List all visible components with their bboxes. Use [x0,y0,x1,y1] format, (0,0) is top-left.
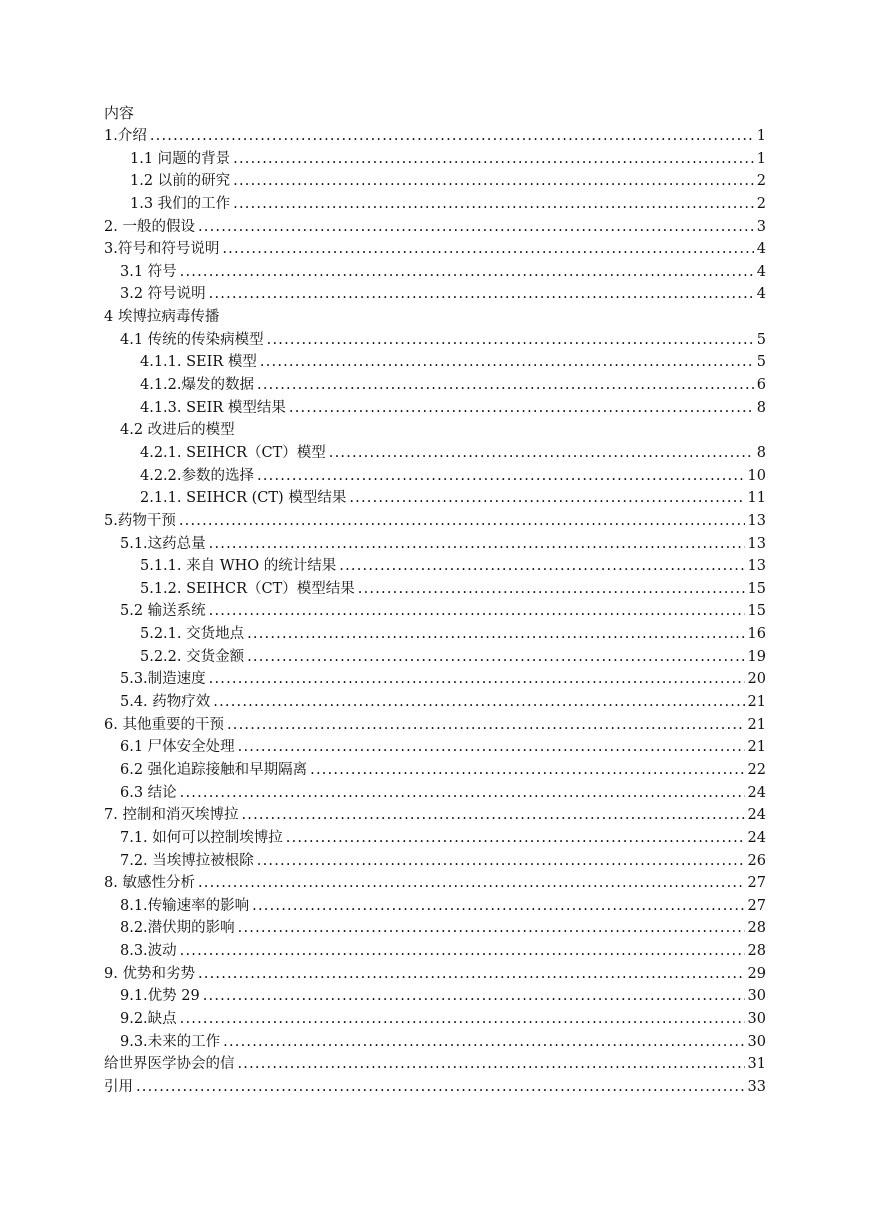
toc-entry-label: 引用 [104,1078,133,1095]
toc-entry-page: 15 [747,603,766,620]
toc-entry[interactable] [104,148,766,171]
toc-entry[interactable] [104,1031,766,1054]
toc-leader-dots [252,895,744,918]
toc-entry-page: 8 [756,399,766,416]
toc-entry[interactable] [104,216,766,239]
toc-leader-dots [233,148,754,171]
toc-leader-dots [223,1031,744,1054]
toc-entry-label: 5.2 输送系统 [120,603,206,620]
toc-entry-label: 1.2 以前的研究 [130,173,231,190]
toc-entry[interactable] [104,170,766,193]
toc-entry-page: 28 [747,943,766,960]
toc-entry-page: 2 [756,195,766,212]
toc-leader-dots [209,600,745,623]
toc-entry[interactable] [104,963,766,986]
toc-entry-label: 7.1. 如何可以控制埃博拉 [120,829,283,846]
toc-leader-dots [136,1076,745,1099]
toc-title: 内容 [104,104,135,122]
toc-leader-dots [213,691,744,714]
toc-leader-dots [198,963,745,986]
toc-entry[interactable] [104,374,766,397]
toc-entry[interactable] [104,578,766,601]
toc-entry[interactable] [104,668,766,691]
toc-entry[interactable] [104,351,766,374]
toc-entry[interactable] [104,1008,766,1031]
toc-entry-label: 6.2 强化追踪接触和早期隔离 [120,761,308,778]
toc-entry-page: 27 [747,875,766,892]
toc-entry-page: 8 [756,444,766,461]
toc-entry-page: 29 [747,965,766,982]
toc-entry[interactable] [104,261,766,284]
toc-leader-dots [257,374,754,397]
toc-entry[interactable] [104,985,766,1008]
toc-entry-label: 6.3 结论 [120,784,177,801]
toc-entry-label: 4.1.2.爆发的数据 [140,377,255,394]
toc-entry[interactable] [104,125,766,148]
toc-entry-page: 26 [747,852,766,869]
toc-leader-dots [180,1008,745,1031]
toc-entry-page: 4 [756,241,766,258]
toc-leader-dots [180,940,745,963]
toc-entry-page: 4 [756,286,766,303]
toc-entry[interactable] [104,533,766,556]
toc-leader-dots [233,193,754,216]
toc-entry-label: 给世界医学协会的信 [104,1056,235,1073]
toc-entry[interactable] [104,872,766,895]
toc-leader-dots [180,261,754,284]
toc-leader-dots [247,646,744,669]
toc-entry-label: 5.2.2. 交货金额 [140,648,245,665]
toc-entry-label: 4.1 传统的传染病模型 [120,331,264,348]
toc-leader-dots [238,736,745,759]
toc-entry-label: 4.2.1. SEIHCR（CT）模型 [140,444,326,461]
toc-entry-label: 4.1.1. SEIR 模型 [140,354,257,371]
table-of-contents [104,102,766,1099]
toc-entry-label: 3.1 符号 [120,263,177,280]
toc-leader-dots [209,533,745,556]
toc-entry-label: 7. 控制和消灭埃博拉 [104,807,239,824]
toc-entry-page: 27 [747,897,766,914]
toc-entry-page: 1 [756,150,766,167]
toc-entry-label: 6. 其他重要的干预 [104,716,224,733]
toc-entry-label: 8. 敏感性分析 [104,875,195,892]
toc-entry-label: 5.1.1. 来自 WHO 的统计结果 [140,558,337,575]
toc-entry[interactable] [104,397,766,420]
toc-entry-page: 24 [747,829,766,846]
toc-leader-dots [286,827,745,850]
toc-entry-page: 11 [747,490,766,507]
toc-entry[interactable] [104,759,766,782]
toc-entry-page: 33 [747,1078,766,1095]
toc-entry[interactable] [104,646,766,669]
toc-entry-label: 9.2.缺点 [120,1010,177,1027]
toc-entry-page: 21 [747,716,766,733]
toc-entry-page: 6 [756,377,766,394]
toc-entry-page: 30 [747,1010,766,1027]
toc-entry-label: 5.药物干预 [104,512,176,529]
toc-entry-label: 8.3.波动 [120,943,177,960]
toc-entry-label: 2. 一般的假设 [104,218,195,235]
toc-entry-label: 4 埃博拉病毒传播 [104,309,220,326]
toc-entry-page: 5 [756,354,766,371]
toc-leader-dots [247,623,744,646]
toc-entry-label: 4.2.2.参数的选择 [140,467,255,484]
toc-entry-label: 4.2 改进后的模型 [120,422,235,439]
toc-leader-dots [222,238,753,261]
toc-leader-dots [198,872,745,895]
toc-entry[interactable] [104,600,766,623]
toc-entry[interactable] [104,555,766,578]
toc-entry[interactable] [104,283,766,306]
toc-entry-label: 3.2 符号说明 [120,286,206,303]
toc-entry-label: 9.3.未来的工作 [120,1033,221,1050]
toc-entry-label: 1.1 问题的背景 [130,150,231,167]
toc-entry-page: 20 [747,671,766,688]
toc-entry-label: 1.介绍 [104,128,147,144]
toc-leader-dots [179,510,745,533]
toc-entry-label: 8.2.潜伏期的影响 [120,920,235,937]
toc-leader-dots [260,351,754,374]
toc-entry-label: 5.4. 药物疗效 [120,694,211,711]
toc-entry[interactable] [104,714,766,737]
toc-leader-dots [267,329,754,352]
toc-entry-page: 1 [756,128,766,144]
toc-entry[interactable] [104,419,766,442]
toc-entry-label: 6.1 尸体安全处理 [120,739,235,756]
toc-entry[interactable] [104,510,766,533]
toc-entry-page: 10 [747,467,766,484]
toc-leader-dots [241,804,744,827]
toc-entry[interactable] [104,917,766,940]
toc-entry-page: 19 [747,648,766,665]
toc-entry-label: 5.3.制造速度 [120,671,206,688]
toc-entry-page: 31 [747,1056,766,1073]
toc-entry[interactable] [104,442,766,465]
toc-entry[interactable] [104,850,766,873]
toc-entry-page: 13 [747,535,766,552]
toc-entry[interactable] [104,827,766,850]
toc-leader-dots [238,1053,745,1076]
toc-leader-dots [257,850,745,873]
toc-entry-label: 5.1.2. SEIHCR（CT）模型结果 [140,580,355,597]
toc-entry-page: 30 [747,1033,766,1050]
toc-entry[interactable] [104,1076,766,1099]
toc-entry[interactable] [104,804,766,827]
toc-entry-page: 13 [747,512,766,529]
toc-entry-page: 13 [747,558,766,575]
toc-entry-page: 4 [756,263,766,280]
toc-entry[interactable] [104,487,766,510]
toc-entry-page: 30 [747,988,766,1005]
toc-entry-page: 28 [747,920,766,937]
toc-entry-label: 4.1.3. SEIR 模型结果 [140,399,286,416]
toc-entry[interactable] [104,329,766,352]
toc-leader-dots [329,442,754,465]
toc-entry-label: 3.符号和符号说明 [104,241,220,258]
toc-entry[interactable] [104,782,766,805]
toc-leader-dots [349,487,744,510]
toc-entry-label: 5.2.1. 交货地点 [140,626,245,643]
toc-entry-page: 24 [747,807,766,824]
toc-entry-page: 21 [747,739,766,756]
toc-entry-page: 2 [756,173,766,190]
toc-leader-dots [180,782,745,805]
toc-leader-dots [310,759,744,782]
toc-list [104,125,766,1099]
toc-leader-dots [238,917,745,940]
toc-leader-dots [209,283,754,306]
toc-entry-label: 8.1.传输速率的影响 [120,897,250,914]
toc-entry-page: 21 [747,694,766,711]
toc-entry-page: 5 [756,331,766,348]
toc-entry[interactable] [104,238,766,261]
toc-leader-dots [203,985,745,1008]
toc-entry[interactable] [104,193,766,216]
toc-entry-page: 16 [747,626,766,643]
toc-leader-dots [227,714,745,737]
toc-entry-label: 2.1.1. SEIHCR (CT) 模型结果 [140,490,347,507]
toc-leader-dots [233,170,754,193]
toc-entry[interactable] [104,1053,766,1076]
toc-leader-dots [358,578,745,601]
toc-entry-page: 24 [747,784,766,801]
toc-entry-page: 22 [747,761,766,778]
toc-entry[interactable] [104,465,766,488]
toc-leader-dots [209,668,745,691]
toc-entry[interactable] [104,306,766,329]
toc-leader-dots [150,125,754,148]
toc-entry[interactable] [104,623,766,646]
toc-entry[interactable] [104,895,766,918]
toc-entry[interactable] [104,736,766,759]
toc-entry[interactable] [104,691,766,714]
toc-entry-label: 5.1.这药总量 [120,535,206,552]
toc-entry[interactable] [104,940,766,963]
toc-entry-page: 3 [756,218,766,235]
toc-entry-page: 15 [747,580,766,597]
toc-leader-dots [339,555,744,578]
toc-leader-dots [257,465,745,488]
toc-leader-dots [198,216,754,239]
toc-leader-dots [289,397,754,420]
toc-entry-label: 9.1.优势 29 [120,988,200,1005]
toc-entry-label: 7.2. 当埃博拉被根除 [120,852,254,869]
toc-entry-label: 1.3 我们的工作 [130,195,231,212]
toc-entry-label: 9. 优势和劣势 [104,965,195,982]
